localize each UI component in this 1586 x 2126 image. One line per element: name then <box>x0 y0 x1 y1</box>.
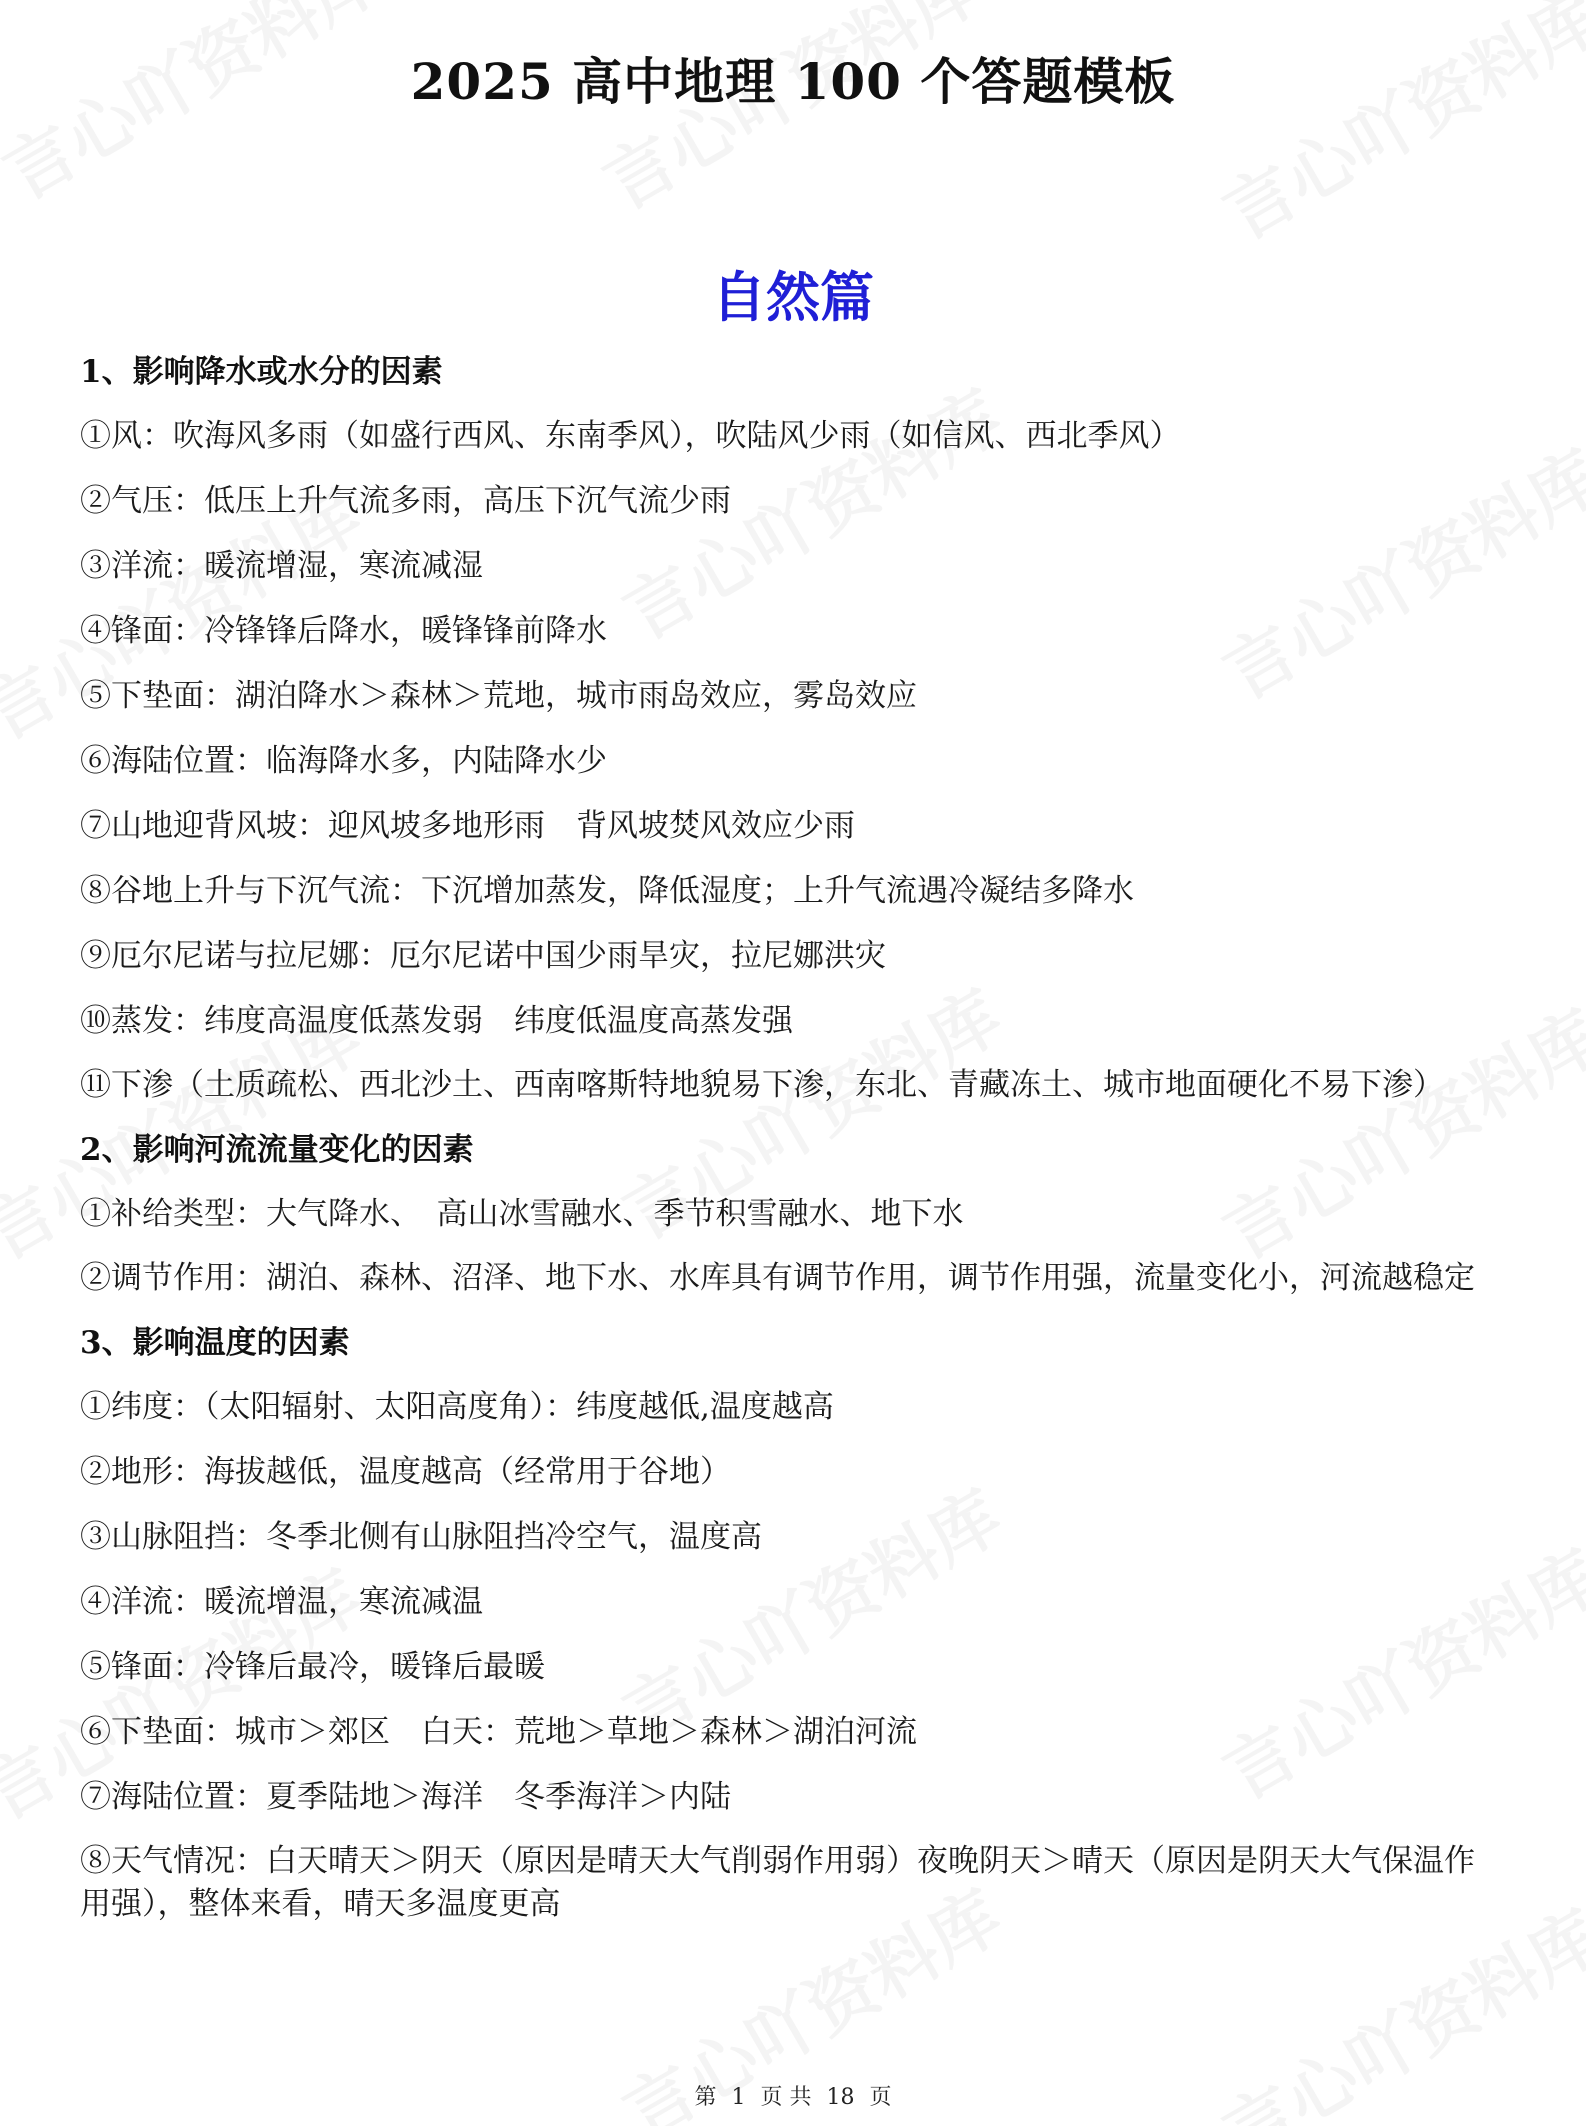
list-item: ②地形：海拔越低，温度越高（经常用于谷地） <box>80 1454 731 1490</box>
list-item: ①纬度：（太阳辐射、太阳高度角）：纬度越低,温度越高 <box>80 1389 834 1425</box>
list-item: ②调节作用：湖泊、森林、沼泽、地下水、水库具有调节作用，调节作用强，流量变化小，河流越稳定 <box>80 1260 1475 1296</box>
topic-group-temperature <box>80 1321 1505 1926</box>
list-item: ⑨厄尔尼诺与拉尼娜：厄尔尼诺中国少雨旱灾，拉尼娜洪灾 <box>80 938 886 974</box>
section-heading: 自然篇 <box>712 266 874 329</box>
topic-group-river-flow <box>80 1128 1505 1300</box>
page-number: 1 <box>731 2085 746 2110</box>
topic-title: 3、影响温度的因素 <box>80 1325 350 1361</box>
page-footer <box>0 2080 1586 2111</box>
list-item: ⑥下垫面：城市＞郊区 白天：荒地＞草地＞森林＞湖泊河流 <box>80 1714 917 1750</box>
page-total: 18 <box>826 2085 855 2110</box>
list-item: ①补给类型：大气降水、 高山冰雪融水、季节积雪融水、地下水 <box>80 1196 964 1232</box>
footer-middle: 页 共 <box>760 2085 812 2110</box>
document-content <box>80 350 1505 1947</box>
topic-title: 1、影响降水或水分的因素 <box>80 354 443 390</box>
list-item: ③山脉阻挡：冬季北侧有山脉阻挡冷空气，温度高 <box>80 1519 762 1555</box>
list-item: ⑤锋面：冷锋后最冷，暖锋后最暖 <box>80 1649 545 1685</box>
list-item: ⑩蒸发：纬度高温度低蒸发弱 纬度低温度高蒸发强 <box>80 1003 793 1039</box>
list-item: ①风：吹海风多雨（如盛行西风、东南季风），吹陆风少雨（如信风、西北季风） <box>80 418 1181 454</box>
list-item: ④锋面：冷锋锋后降水，暖锋锋前降水 <box>80 613 607 649</box>
topic-title: 2、影响河流流量变化的因素 <box>80 1132 474 1168</box>
watermark <box>583 0 997 229</box>
list-item: ⑧谷地上升与下沉气流：下沉增加蒸发，降低湿度；上升气流遇冷凝结多降水 <box>80 873 1134 909</box>
footer-suffix: 页 <box>869 2085 892 2110</box>
list-item: ③洋流：暖流增湿，寒流减湿 <box>80 548 483 584</box>
list-item: ④洋流：暖流增温，寒流减温 <box>80 1584 483 1620</box>
list-item: ⑦海陆位置：夏季陆地＞海洋 冬季海洋＞内陆 <box>80 1779 731 1815</box>
topic-group-precipitation <box>80 350 1505 1107</box>
list-item: ⑪下渗（土质疏松、西北沙土、西南喀斯特地貌易下渗，东北、青藏冻土、城市地面硬化不易下渗） <box>80 1067 1444 1103</box>
list-item: ⑤下垫面：湖泊降水＞森林＞荒地，城市雨岛效应，雾岛效应 <box>80 678 917 714</box>
document-title: 2025 高中地理 100 个答题模板 <box>410 52 1176 111</box>
footer-prefix: 第 <box>694 2085 717 2110</box>
watermark <box>1203 0 1586 259</box>
list-item: ②气压：低压上升气流多雨，高压下沉气流少雨 <box>80 483 731 519</box>
list-item: ⑦山地迎背风坡：迎风坡多地形雨 背风坡焚风效应少雨 <box>80 808 855 844</box>
list-item: ⑥海陆位置：临海降水多，内陆降水少 <box>80 743 607 779</box>
list-item: ⑧天气情况：白天晴天＞阴天（原因是晴天大气削弱作用弱）夜晚阴天＞晴天（原因是阴天大气保温作用强），整体来看，晴天多温度更高 <box>80 1843 1475 1922</box>
